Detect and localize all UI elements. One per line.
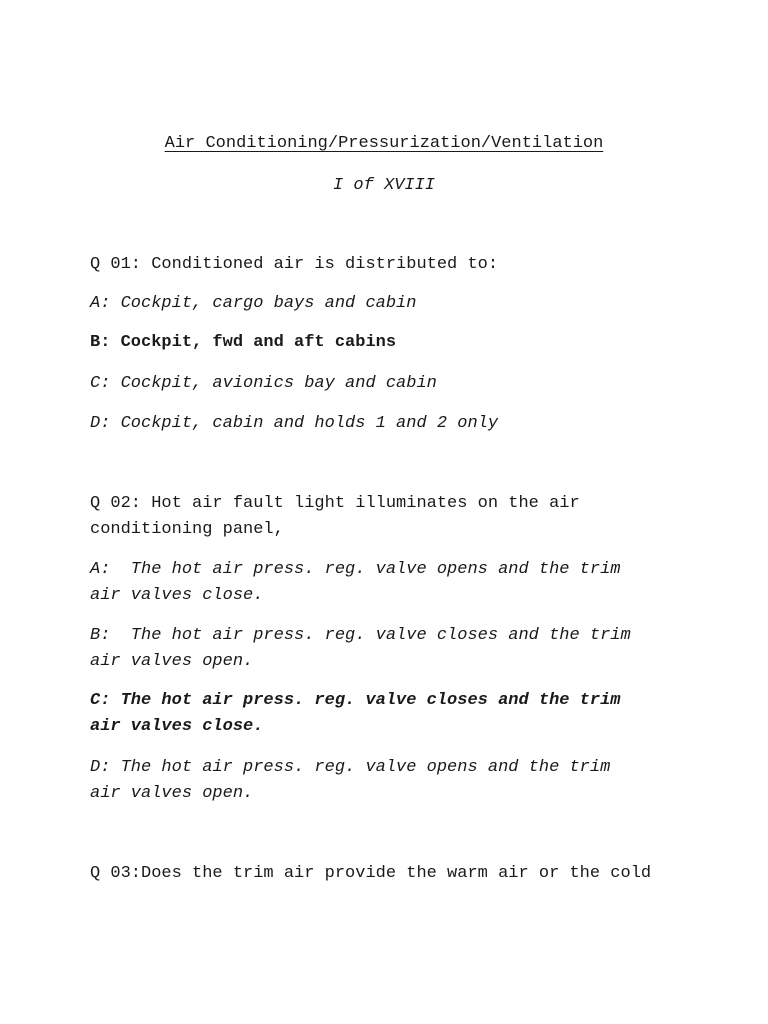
question-2-option-b-line-1: B: The hot air press. reg. valve closes and the trim bbox=[90, 626, 631, 645]
question-1-option-b-answer: B: Cockpit, fwd and aft cabins bbox=[90, 333, 397, 352]
question-1-option-c: C: Cockpit, avionics bay and cabin bbox=[90, 374, 437, 393]
question-2-option-a-line-2: air valves close. bbox=[90, 586, 264, 605]
question-2-line-2: conditioning panel, bbox=[90, 520, 284, 539]
question-2-option-c-answer-line-1: C: The hot air press. reg. valve closes and the trim bbox=[90, 691, 621, 710]
question-2-option-c-answer-line-2: air valves close. bbox=[90, 717, 264, 736]
document-title: Air Conditioning/Pressurization/Ventilation bbox=[164, 134, 604, 153]
question-2-option-d-line-2: air valves open. bbox=[90, 784, 254, 803]
question-1-option-d: D: Cockpit, cabin and holds 1 and 2 only bbox=[90, 414, 499, 433]
question-2-line-1: Q 02: Hot air fault light illuminates on the air bbox=[90, 494, 580, 513]
question-3: Q 03:Does the trim air provide the warm air or the cold bbox=[90, 864, 652, 883]
question-1-option-a: A: Cockpit, cargo bays and cabin bbox=[90, 294, 417, 313]
question-2-option-d-line-1: D: The hot air press. reg. valve opens and the trim bbox=[90, 758, 611, 777]
document-subtitle: I of XVIII bbox=[332, 176, 436, 195]
question-1: Q 01: Conditioned air is distributed to: bbox=[90, 255, 499, 274]
question-2-option-b-line-2: air valves open. bbox=[90, 652, 254, 671]
question-2-option-a-line-1: A: The hot air press. reg. valve opens and the trim bbox=[90, 560, 621, 579]
